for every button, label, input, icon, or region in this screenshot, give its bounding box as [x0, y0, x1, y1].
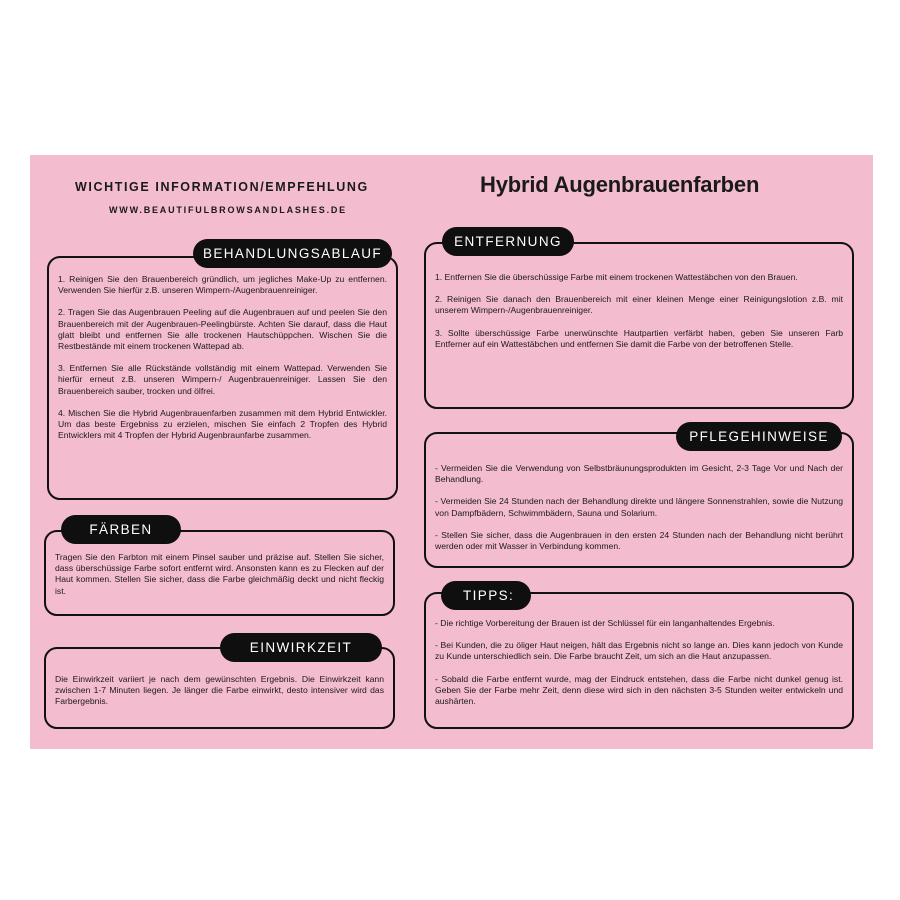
pflegehinweise-item: - Vermeiden Sie 24 Stunden nach der Behandlung direkte und längere Sonnenstrahlen, sowie die Nutzung von Dampfbädern, Schwimmbädern, Sauna und Solarium. [435, 496, 843, 518]
info-title: WICHTIGE INFORMATION/EMPFEHLUNG [75, 180, 369, 194]
behandlungsablauf-heading: BEHANDLUNGSABLAUF [193, 239, 392, 268]
behandlungsablauf-step: 4. Mischen Sie die Hybrid Augenbrauenfarben zusammen mit dem Hybrid Entwickler. Um das beste Ergebniss zu erzielen, mischen Sie einfach 2 Tropfen des Hybrid Entwicklers mit 4 Tropfen der Hybrid Augenbraunfarbe zusammen. [58, 407, 387, 441]
pflegehinweise-item: - Stellen Sie sicher, dass die Augenbrauen in den ersten 24 Stunden nach der Behandlung nicht berührt werden oder mit Wasser in Verbindung kommen. [435, 529, 843, 552]
behandlungsablauf-box [47, 256, 398, 500]
behandlungsablauf-step: 2. Tragen Sie das Augenbrauen Peeling auf die Augenbrauen auf und peelen Sie den Brauenbereich mit der Augenbrauen-Peelingbürste. Achten Sie darauf, dass die Haut glatt bleibt und entfernen Sie alle trockenen Hautschüppchen. Wischen Sie die Restbestände mit einem trockenen Wattepad ab. [58, 307, 387, 352]
einwirkzeit-text [55, 674, 384, 708]
tipps-item: - Sobald die Farbe entfernt wurde, mag der Eindruck entstehen, dass die Farbe nicht dunkel genug ist. Geben Sie der Farbe mehr Zeit, denn diese wird sich in den nächsten 3-5 Stunden weiter entwickeln und aushärten. [435, 673, 843, 707]
behandlungsablauf-text [58, 274, 387, 441]
website-url: WWW.BEAUTIFULBROWSANDLASHES.DE [109, 205, 347, 215]
einwirkzeit-heading: EINWIRKZEIT [220, 633, 382, 662]
entfernung-step: 1. Entfernen Sie die überschüssige Farbe mit einem trockenen Wattestäbchen von den Brauen. [435, 272, 798, 282]
pflegehinweise-text [435, 463, 843, 552]
pflegehinweise-box [424, 432, 854, 568]
pflegehinweise-heading: PFLEGEHINWEISE [676, 422, 842, 451]
pflegehinweise-item: - Vermeiden Sie die Verwendung von Selbstbräunungsprodukten im Gesicht, 2-3 Tage Vor und Nach der Behandlung. [435, 463, 843, 485]
behandlungsablauf-step: 3. Entfernen Sie alle Rückstände vollständig mit einem Wattepad. Verwenden Sie hierfür erneut z.B. unseren Wimpern-/ Augenbrauenreiniger. Lassen Sie den Brauenbereich sauber, trocken und ölfrei. [58, 363, 387, 396]
einwirkzeit-paragraph: Die Einwirkzeit variiert je nach dem gewünschten Ergebnis. Die Einwirkzeit kann zwischen 1-7 Minuten liegen. Je länger die Farbe einwirkt, desto intensiver wird das Farbergebnis. [55, 674, 384, 707]
entfernung-heading: ENTFERNUNG [442, 227, 574, 256]
tipps-item: - Die richtige Vorbereitung der Brauen ist der Schlüssel für ein langanhaltendes Ergebnis. [435, 618, 775, 628]
tipps-item: - Bei Kunden, die zu öliger Haut neigen, hält das Ergebnis nicht so lange an. Dies kann jedoch von Kunde zu Kunde unterschiedlich sein. Die Farbe braucht Zeit, um sich an die Haut anzupassen. [435, 640, 843, 662]
faerben-text [55, 552, 384, 597]
entfernung-step: 3. Sollte überschüssige Farbe unerwünschte Hautpartien verfärbt haben, geben Sie unseren Farb Entferner auf ein Wattestäbchen und entfernen Sie damit die Farbe von der betroffenen Stelle. [435, 327, 843, 349]
info-header [75, 180, 375, 215]
entfernung-text [435, 272, 843, 350]
tipps-heading: TIPPS: [441, 581, 531, 610]
tipps-box [424, 592, 854, 729]
tipps-text [435, 618, 843, 707]
faerben-paragraph: Tragen Sie den Farbton mit einem Pinsel sauber und präzise auf. Stellen Sie sicher, dass überschüssige Farbe sofort entfernt wird. Ansonsten kann es zu Flecken auf der Haut kommen. Stellen Sie sicher, dass die Farbe gleichmäßig deckt und nicht fleckig ist. [55, 552, 384, 596]
faerben-heading: FÄRBEN [61, 515, 181, 544]
entfernung-step: 2. Reinigen Sie danach den Brauenbereich mit einer kleinen Menge einer Reinigungslotion z.B. mit unserem Wimpern-/Augenbrauenreiniger. [435, 294, 843, 316]
behandlungsablauf-step: 1. Reinigen Sie den Brauenbereich gründlich, um jegliches Make-Up zu entfernen. Verwenden Sie hierfür z.B. unseren Wimpern-/Augenbrauenreiniger. [58, 274, 387, 296]
entfernung-box [424, 242, 854, 409]
page-title: Hybrid Augenbrauenfarben [480, 172, 760, 197]
